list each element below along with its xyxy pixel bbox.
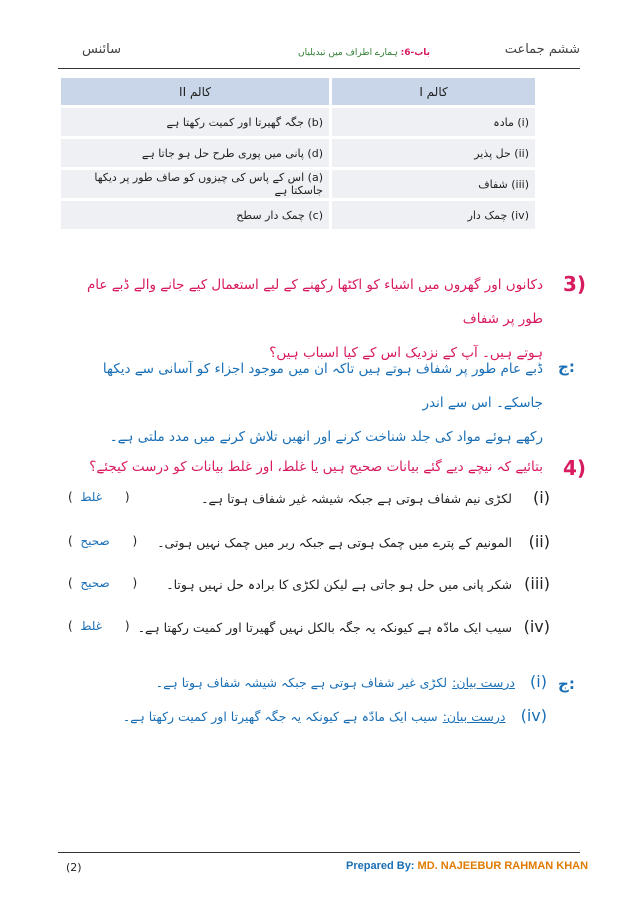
statement-text: المونیم کے پترے میں چمک ہوتی ہے جبکہ ربر میں چمک نہیں ہوتی۔ bbox=[157, 535, 512, 550]
correction-item bbox=[156, 672, 547, 698]
answer-3-text bbox=[73, 352, 543, 454]
class-label: ششم جماعت bbox=[504, 42, 580, 57]
subject-label: سائنس bbox=[82, 42, 121, 57]
statement-verdict: ( غلط ) bbox=[68, 490, 130, 504]
table-cell: (ii) حل پذیر bbox=[332, 139, 535, 167]
prepared-by-label: Prepared By: bbox=[346, 860, 415, 872]
table-header-row bbox=[61, 78, 535, 105]
correction-number: (iv) bbox=[520, 706, 547, 725]
correction-item bbox=[123, 706, 547, 732]
table-cell: (i) مادہ bbox=[332, 108, 535, 136]
page-number: (2) bbox=[66, 861, 82, 874]
question-3-line-2: ہوتے ہیں۔ آپ کے نزدیک اس کے کیا اسباب ہیں؟ bbox=[269, 345, 543, 361]
statement-text: شکر پانی میں حل ہو جاتی ہے لیکن لکڑی کا برادہ حل نہیں ہوتا۔ bbox=[166, 577, 512, 592]
correction-label: درست بیان: bbox=[442, 709, 506, 724]
statement-item bbox=[68, 615, 550, 643]
chapter-title bbox=[298, 48, 430, 58]
table-row bbox=[61, 201, 535, 229]
statement-number: (iii) bbox=[524, 574, 550, 593]
chapter-topic: ہمارے اطراف میں تبدیلیاں bbox=[298, 48, 398, 58]
table-row bbox=[61, 108, 535, 136]
table-row bbox=[61, 170, 535, 198]
answer-3-line-1: ڈبے عام طور پر شفاف ہوتے ہیں تاکہ ان میں موجود اجزاء کو آسانی سے دیکھا جاسکے۔ اس سے اندر bbox=[102, 361, 543, 411]
table-cell: (d) پانی میں پوری طرح حل ہو جاتا ہے bbox=[61, 139, 329, 167]
footer-credit bbox=[346, 860, 588, 872]
answer-3-line-2: رکھے ہوئے مواد کی جلد شناخت کرنے اور انھیں تلاش کرنے میں مدد ملتی ہے۔ bbox=[109, 429, 543, 445]
statement-item bbox=[68, 530, 550, 558]
question-3-number: 3) bbox=[563, 272, 587, 296]
statement-item bbox=[68, 572, 550, 600]
statement-verdict: ( صحیح ) bbox=[68, 534, 138, 548]
question-3-line-1: دکانوں اور گھروں میں اشیاء کو اکٹھا رکھنے کے لیے استعمال کیے جانے والے ڈبے عام طور پر شفاف bbox=[86, 277, 543, 327]
question-4-prompt: بتائیے کہ نیچے دیے گئے بیانات صحیح ہیں یا غلط، اور غلط بیانات کو درست کیجئے؟ bbox=[89, 459, 543, 475]
table-cell: (iv) چمک دار bbox=[332, 201, 535, 229]
question-4-number: 4) bbox=[563, 456, 587, 480]
column-2-header: کالم II bbox=[61, 78, 329, 105]
statement-text: لکڑی نیم شفاف ہوتی ہے جبکہ شیشہ غیر شفاف ہوتا ہے۔ bbox=[201, 491, 512, 506]
correction-label: درست بیان: bbox=[452, 675, 515, 690]
table-cell: (a) اس کے پاس کی چیزوں کو صاف طور پر دیکھا جاسکتا ہے bbox=[61, 170, 329, 198]
table-cell: (c) چمک دار سطح bbox=[61, 201, 329, 229]
footer-divider bbox=[58, 852, 580, 853]
statement-text: سیب ایک مادّہ ہے کیونکہ یہ جگہ بالکل نہیں گھیرتا اور کمیت رکھتا ہے۔ bbox=[137, 620, 512, 635]
statement-item bbox=[68, 486, 550, 514]
statement-number: (ii) bbox=[528, 532, 550, 551]
statement-verdict: ( صحیح ) bbox=[68, 576, 138, 590]
statement-number: (i) bbox=[533, 488, 550, 507]
table-row bbox=[61, 139, 535, 167]
answer-3-mark: ج: bbox=[558, 358, 575, 376]
header-divider bbox=[58, 68, 580, 69]
statement-verdict: ( غلط ) bbox=[68, 619, 130, 633]
correction-text: لکڑی غیر شفاف ہوتی ہے جبکہ شیشہ شفاف ہوتا ہے۔ bbox=[155, 675, 448, 690]
author-name: MD. NAJEEBUR RAHMAN KHAN bbox=[417, 860, 589, 872]
correction-number: (i) bbox=[530, 672, 547, 691]
table-cell: (iii) شفاف bbox=[332, 170, 535, 198]
column-1-header: کالم I bbox=[332, 78, 535, 105]
table-cell: (b) جگہ گھیرتا اور کمیت رکھتا ہے bbox=[61, 108, 329, 136]
chapter-number: باب-6: bbox=[400, 48, 431, 58]
page-header bbox=[58, 26, 580, 66]
match-table bbox=[58, 75, 538, 232]
answer-4-mark: ج: bbox=[558, 675, 575, 693]
statement-number: (iv) bbox=[523, 617, 550, 636]
correction-text: سیب ایک مادّہ ہے کیونکہ یہ جگہ گھیرتا اور کمیت رکھتا ہے۔ bbox=[122, 709, 438, 724]
